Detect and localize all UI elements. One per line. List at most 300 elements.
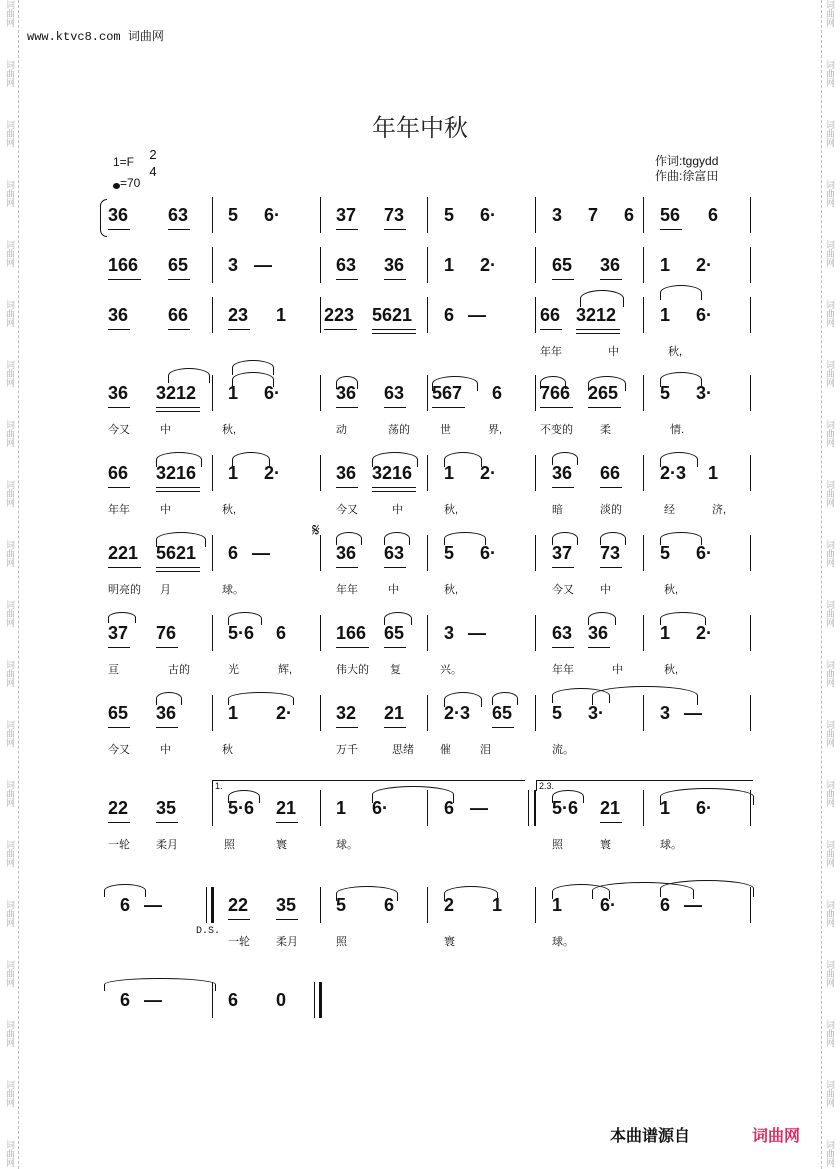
watermark-text: 词曲网 (5, 60, 15, 87)
note: 63 (552, 623, 573, 643)
note: 1 (228, 383, 239, 403)
slur-tie (660, 880, 754, 897)
watermark-text: 词曲网 (5, 120, 15, 147)
note-underline (540, 329, 562, 330)
note: 5·6 (228, 623, 255, 643)
watermark-text: 词曲网 (825, 180, 835, 207)
watermark-text: 词曲网 (825, 540, 835, 567)
composer: 作曲:徐富田 (655, 169, 719, 183)
note: 1 (708, 463, 719, 483)
note: 2· (264, 463, 281, 483)
note: 5 (552, 703, 563, 723)
note-underline (540, 407, 573, 408)
lyric-syllable: 年年 (552, 664, 574, 676)
slur-tie (228, 612, 262, 625)
note: 0 (276, 990, 287, 1010)
note-underline (336, 647, 369, 648)
note: 36 (336, 383, 357, 403)
watermark-text: 词曲网 (5, 180, 15, 207)
note: 6· (372, 798, 389, 818)
slur-tie (104, 978, 216, 991)
site-name: 词曲网 (127, 30, 164, 44)
note-underline (108, 407, 130, 408)
lyric-syllable: 泪 (480, 744, 491, 756)
slur-tie (232, 452, 270, 467)
watermark-text: 词曲网 (5, 840, 15, 867)
bar-line (427, 375, 428, 411)
note: 65 (108, 703, 129, 723)
note: 23 (228, 305, 249, 325)
watermark-text: 词曲网 (825, 480, 835, 507)
watermark-text: 词曲网 (5, 900, 15, 927)
lyric-syllable: 情. (670, 424, 685, 436)
lyric-syllable: 年年 (336, 584, 358, 596)
watermark-text: 词曲网 (825, 720, 835, 747)
slur-tie (444, 692, 482, 707)
lyric-syllable: 淡的 (600, 504, 622, 516)
note: 6 (444, 798, 455, 818)
note-underline (168, 229, 190, 230)
bar-line (643, 455, 644, 491)
watermark-text: 词曲网 (5, 480, 15, 507)
note: 3216 (372, 463, 413, 483)
system-brace (100, 199, 107, 237)
watermark-text: 词曲网 (825, 240, 835, 267)
note-underline (372, 487, 416, 488)
lyric-syllable: 球。 (660, 839, 682, 851)
note-underline (336, 727, 358, 728)
slur-tie (432, 376, 478, 391)
note-underline (588, 647, 610, 648)
bar-line (212, 375, 213, 411)
bar-line (535, 535, 536, 571)
watermark-text: 词曲网 (825, 960, 835, 987)
note: 35 (276, 895, 297, 915)
lyric-syllable: 一轮 (228, 936, 250, 948)
tempo-marking (113, 176, 140, 190)
note: 6 (228, 990, 239, 1010)
note: 66 (168, 305, 189, 325)
note: 6 (384, 895, 395, 915)
lyric-syllable: 寰 (444, 936, 455, 948)
note: 32 (336, 703, 357, 723)
note: 5 (228, 205, 239, 225)
bar-line (320, 695, 321, 731)
note: 5 (660, 383, 671, 403)
bar-line (427, 455, 428, 491)
note: 1 (336, 798, 347, 818)
lyric-syllable: 今又 (552, 584, 574, 596)
note-underline (324, 329, 357, 330)
note: 22 (108, 798, 129, 818)
credits (655, 154, 718, 184)
bar-line (427, 297, 428, 333)
watermark-text: 词曲网 (825, 360, 835, 387)
lyric-syllable: 世 (440, 424, 451, 436)
lyric-syllable: 催 (440, 744, 451, 756)
lyric-syllable: 秋, (668, 346, 683, 358)
lyricist: 作词:tggydd (655, 154, 719, 168)
lyric-syllable: 兴。 (440, 664, 462, 676)
note: 36 (108, 205, 129, 225)
watermark-text: 词曲网 (825, 780, 835, 807)
note: 5 (660, 543, 671, 563)
slur-tie (156, 452, 202, 467)
note: 1 (660, 255, 671, 275)
lyric-syllable: 球。 (222, 584, 244, 596)
bar-line (427, 197, 428, 233)
note-underline (492, 727, 514, 728)
slur-tie (156, 692, 182, 705)
note: 21 (276, 798, 297, 818)
lyric-syllable: 亘 (108, 664, 119, 676)
note-underline (228, 919, 250, 920)
watermark-text: 词曲网 (825, 1020, 835, 1047)
note: 6· (264, 383, 281, 403)
note: 221 (108, 543, 139, 563)
lyric-syllable: 秋, (444, 504, 459, 516)
note: 1 (444, 463, 455, 483)
note-underline (156, 567, 200, 568)
lyric-syllable: 球。 (336, 839, 358, 851)
note-underline (384, 229, 406, 230)
lyric-syllable: 年年 (540, 346, 562, 358)
lyric-syllable: 中 (388, 584, 399, 596)
note: 6· (696, 798, 713, 818)
note: 3 (552, 205, 563, 225)
note: 36 (108, 383, 129, 403)
note: 66 (540, 305, 561, 325)
note: 166 (108, 255, 139, 275)
note: 5·6 (552, 798, 579, 818)
note: 73 (600, 543, 621, 563)
note: 5621 (156, 543, 197, 563)
note: 63 (336, 255, 357, 275)
slur-tie (588, 612, 616, 625)
note: 223 (324, 305, 355, 325)
note: 6· (480, 543, 497, 563)
bar-line (643, 790, 644, 826)
bar-line (643, 535, 644, 571)
note: 37 (108, 623, 129, 643)
note: 6 (228, 543, 239, 563)
note: 6 (120, 990, 131, 1010)
lyric-syllable: 济, (712, 504, 727, 516)
note: 65 (168, 255, 189, 275)
note: 65 (552, 255, 573, 275)
lyric-syllable: 柔月 (156, 839, 178, 851)
note: 3212 (156, 383, 197, 403)
lyric-syllable: 中 (160, 424, 171, 436)
lyric-syllable: 年年 (108, 504, 130, 516)
slur-tie (540, 376, 566, 389)
lyric-syllable: 中 (608, 346, 619, 358)
lyric-syllable: 荡的 (388, 424, 410, 436)
slur-tie (552, 452, 578, 465)
note: 37 (552, 543, 573, 563)
note: 6 (276, 623, 287, 643)
slur-tie (104, 884, 146, 897)
note-underline (384, 407, 406, 408)
bar-line (750, 247, 751, 283)
source-label: 本曲谱源自 (609, 1128, 690, 1145)
note: 5 (444, 543, 455, 563)
lyric-syllable: 万千 (336, 744, 358, 756)
note: 36 (588, 623, 609, 643)
bar-line (212, 455, 213, 491)
slur-tie (444, 532, 486, 545)
bar-line (643, 615, 644, 651)
bar-line (643, 375, 644, 411)
volta-bracket: 2.3. (536, 780, 753, 791)
lyric-syllable: 照 (552, 839, 563, 851)
note-underline (108, 567, 141, 568)
note: 3212 (576, 305, 617, 325)
page-title: 年年中秋 (372, 114, 468, 142)
note: 6 (120, 895, 131, 915)
watermark-text: 词曲网 (5, 660, 15, 687)
slur-tie (660, 452, 698, 467)
lyric-syllable: 一轮 (108, 839, 130, 851)
slur-tie (156, 532, 206, 547)
slur-tie (552, 790, 584, 803)
repeat-bar (528, 790, 536, 826)
note: 36 (108, 305, 129, 325)
note-underline (552, 567, 574, 568)
note-underline (156, 822, 178, 823)
watermark-text: 词曲网 (825, 1140, 835, 1167)
note: — (468, 623, 486, 643)
segno-sign: 𝄋 (312, 520, 320, 540)
lyric-syllable: 暗 (552, 504, 563, 516)
lyric-syllable: 秋, (222, 424, 237, 436)
lyric-syllable: 古的 (168, 664, 190, 676)
lyric-syllable: 中 (600, 584, 611, 596)
slur-tie (444, 452, 482, 467)
bar-line (535, 197, 536, 233)
lyric-syllable: 秋, (444, 584, 459, 596)
note: 36 (336, 463, 357, 483)
watermark-text: 词曲网 (5, 540, 15, 567)
note: 1 (444, 255, 455, 275)
lyric-syllable: 秋, (664, 664, 679, 676)
lyric-syllable: 照 (336, 936, 347, 948)
note: 2· (696, 623, 713, 643)
note: 5·6 (228, 798, 255, 818)
watermark-text: 词曲网 (825, 840, 835, 867)
time-sig-bottom: 4 (149, 164, 157, 179)
time-signature (147, 146, 159, 180)
lyric-syllable: 寰 (600, 839, 611, 851)
lyric-syllable: 月 (160, 584, 171, 596)
slur-tie (384, 532, 410, 545)
lyric-syllable: 中 (392, 504, 403, 516)
bar-line (320, 535, 321, 571)
lyric-syllable: 流。 (552, 744, 574, 756)
watermark-text: 词曲网 (5, 600, 15, 627)
lyric-syllable: 中 (160, 504, 171, 516)
bar-line (212, 790, 213, 826)
watermark-text: 词曲网 (5, 1020, 15, 1047)
note: 766 (540, 383, 571, 403)
watermark-text: 词曲网 (5, 720, 15, 747)
lyric-syllable: 今又 (108, 744, 130, 756)
slur-tie (588, 376, 626, 391)
slur-tie (660, 612, 706, 625)
lyric-syllable: 秋, (222, 504, 237, 516)
note-underline (384, 567, 406, 568)
lyric-syllable: 动 (336, 424, 347, 436)
note: — (684, 703, 702, 723)
watermark-text: 词曲网 (825, 1080, 835, 1107)
brand-logo[interactable]: 词曲网 (751, 1128, 800, 1145)
watermark-text: 词曲网 (825, 300, 835, 327)
bar-line (535, 455, 536, 491)
note: 3· (696, 383, 713, 403)
note: — (470, 798, 488, 818)
note: 22 (228, 895, 249, 915)
bar-line (320, 197, 321, 233)
note: 1 (660, 305, 671, 325)
note: — (144, 990, 162, 1010)
note: 6 (708, 205, 719, 225)
note: 21 (384, 703, 405, 723)
slur-tie (592, 686, 698, 705)
lyric-syllable: 秋 (222, 744, 233, 756)
note: 56 (660, 205, 681, 225)
note-underline (336, 407, 358, 408)
bar-line (320, 790, 321, 826)
note-underline (336, 567, 358, 568)
note: 2· (480, 463, 497, 483)
site-header (27, 27, 164, 44)
note-underline (108, 647, 130, 648)
note-underline (156, 491, 200, 492)
note-underline (228, 329, 250, 330)
bar-line (535, 887, 536, 923)
lyric-syllable: 照 (224, 839, 235, 851)
lyric-syllable: 柔月 (276, 936, 298, 948)
note: 7 (588, 205, 599, 225)
note-underline (600, 487, 622, 488)
note-underline (432, 407, 465, 408)
note: 6· (696, 543, 713, 563)
slur-tie (336, 886, 398, 901)
note: — (144, 895, 162, 915)
volta-bracket: 1. (212, 780, 525, 791)
note-underline (168, 279, 190, 280)
watermark-text: 词曲网 (825, 60, 835, 87)
note-underline (552, 279, 574, 280)
note: 36 (336, 543, 357, 563)
slur-tie (492, 692, 518, 705)
slur-tie (444, 886, 498, 901)
note-underline (156, 571, 200, 572)
note: 2· (480, 255, 497, 275)
note: 3 (444, 623, 455, 643)
bar-line (212, 695, 213, 731)
lyric-syllable: 秋, (664, 584, 679, 596)
note: 21 (600, 798, 621, 818)
watermark-text: 词曲网 (825, 0, 835, 27)
lyric-syllable: 辉, (278, 664, 293, 676)
note: 35 (156, 798, 177, 818)
watermark-text: 词曲网 (5, 420, 15, 447)
note-underline (576, 329, 620, 330)
note: 6 (492, 383, 503, 403)
note: 63 (168, 205, 189, 225)
bar-line (535, 695, 536, 731)
note: 36 (156, 703, 177, 723)
slur-tie (372, 452, 418, 467)
note-underline (576, 333, 620, 334)
bar-line (212, 615, 213, 651)
bar-line (535, 247, 536, 283)
note: 1 (228, 463, 239, 483)
slur-tie (336, 376, 358, 389)
bar-line (212, 297, 213, 333)
note-underline (336, 279, 358, 280)
bar-line (212, 197, 213, 233)
lyric-syllable: 今又 (108, 424, 130, 436)
slur-tie (336, 532, 362, 545)
note: 37 (336, 205, 357, 225)
key-signature: 1=F (113, 155, 135, 169)
watermark-text: 词曲网 (5, 360, 15, 387)
note: 36 (384, 255, 405, 275)
note: 66 (600, 463, 621, 483)
bar-line (212, 535, 213, 571)
note: 6· (600, 895, 617, 915)
note-underline (108, 229, 130, 230)
watermark-text: 词曲网 (825, 420, 835, 447)
slur-tie (168, 368, 210, 383)
site-url[interactable]: www.ktvc8.com (27, 30, 121, 44)
note-underline (108, 822, 130, 823)
note-underline (108, 329, 130, 330)
bar-line (750, 535, 751, 571)
note-underline (600, 279, 622, 280)
note-underline (168, 329, 190, 330)
note-underline (372, 333, 416, 334)
bar-line (320, 375, 321, 411)
note-underline (552, 487, 574, 488)
note: 36 (552, 463, 573, 483)
double-bar (206, 887, 214, 923)
watermark-text: 词曲网 (5, 240, 15, 267)
note: 5 (444, 205, 455, 225)
note: 166 (336, 623, 367, 643)
slur-tie (660, 285, 702, 300)
bar-line (320, 455, 321, 491)
note-underline (600, 567, 622, 568)
bar-line (535, 297, 536, 333)
note: 567 (432, 383, 463, 403)
lyric-syllable: 球。 (552, 936, 574, 948)
bar-line (427, 615, 428, 651)
note: 6· (264, 205, 281, 225)
note: — (252, 543, 270, 563)
watermark-text: 词曲网 (5, 0, 15, 27)
slur-tie (660, 532, 702, 545)
quarter-note-icon (113, 183, 120, 189)
ds-mark: D.S. (196, 926, 221, 937)
note-underline (660, 229, 682, 230)
watermark-text: 词曲网 (5, 780, 15, 807)
note: 1 (276, 305, 287, 325)
slur-tie (600, 532, 626, 545)
note-underline (336, 229, 358, 230)
